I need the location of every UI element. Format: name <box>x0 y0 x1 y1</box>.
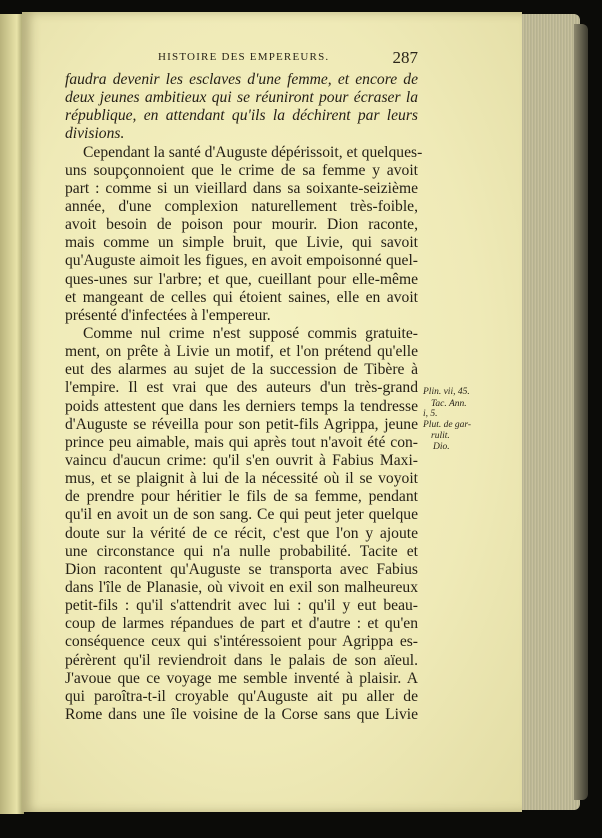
margin-note: Plin. vii, 45. <box>423 387 470 397</box>
margin-note: Dio. <box>433 442 450 452</box>
text-line: doute sur la vérité de ce récit, c'est que l'on y ajoute <box>65 524 418 542</box>
text-line: ques-unes sur l'arbre; et que, cueillant pour elle-même <box>65 270 418 288</box>
text-line: de prendre pour héritier le fils de sa femme, pendant <box>65 488 418 506</box>
text-line: coup de larmes répandues de part et d'autre : et qu'en <box>65 615 418 633</box>
text-line: et mangeant de celles qui étoient saines, elle en avoit <box>65 288 418 306</box>
text-line: Dion racontent qu'Auguste se transporta avec Fabius <box>65 560 418 578</box>
text-line: qu'il en avoit un de son sang. Ce qui peut jeter quelque <box>65 506 418 524</box>
running-title: HISTOIRE DES EMPEREURS. <box>158 51 330 63</box>
page-number: 287 <box>392 48 418 67</box>
text-line: l'empire. Il est vrai que des auteurs d'un très-grand <box>65 379 418 397</box>
text-line: part : comme si un vieillard dans sa soixante-seizième <box>65 179 418 197</box>
margin-note: Tac. Ann. <box>431 399 467 409</box>
text-line: vaincu d'aucun crime: qu'il s'en ouvrit à Fabius Maxi- <box>65 451 418 469</box>
text-line: J'avoue que ce voyage me semble inventé à plaisir. A <box>65 669 418 687</box>
text-line: conséquence ceux qui s'intéressoient pour Agrippa es- <box>65 633 418 651</box>
book-cover-edge <box>574 24 588 800</box>
margin-note: i, 5. <box>423 409 438 419</box>
text-line: petit-fils : qu'il s'attendrit avec lui : qu'il y eut beau- <box>65 597 418 615</box>
margin-note: Plut. de gar- <box>423 420 472 430</box>
text-line: mus, et se plaignit à lui de la nécessité où il se voyoit <box>65 470 418 488</box>
text-line: Rome dans une île voisine de la Corse sans que Livie <box>65 705 418 723</box>
text-line: pérèrent qu'il reviendroit dans le palais de son aïeul. <box>65 651 418 669</box>
text-line: ment, on prête à Livie un motif, et l'on prétend qu'elle <box>65 343 418 361</box>
text-line: Cependant la santé d'Auguste dépérissoit, et quelques- <box>83 143 423 161</box>
text-line: qui paroîtra-t-il croyable qu'Auguste ait pu aller de <box>65 687 418 705</box>
text-line: poids attestent que dans les derniers temps la tendresse <box>65 397 418 415</box>
text-line: mais comme un simple bruit, que Livie, qui savoit <box>65 234 418 252</box>
text-line: une circonstance qui n'a nulle probabilité. Tacite et <box>65 542 418 560</box>
text-line: prince peu aimable, mais qui après tout n'avoit été con- <box>65 433 418 451</box>
text-line: eut des alarmes au sujet de la succession de Tibère à <box>65 361 418 379</box>
text-line: deux jeunes ambitieux qui se réuniront pour écraser la <box>65 89 418 107</box>
text-line: dans l'île de Planasie, où vivoit en exil son malheureux <box>65 578 418 596</box>
text-line: présenté d'infectées à l'empereur. <box>65 306 271 324</box>
text-line: Comme nul crime n'est supposé commis gratuite- <box>83 324 418 342</box>
text-line: divisions. <box>65 125 125 143</box>
text-line: avoit besoin de poison pour mourir. Dion raconte, <box>65 216 418 234</box>
text-line: uns soupçonnoient que le crime de sa femme y avoit <box>65 161 418 179</box>
text-line: faudra devenir les esclaves d'une femme, et encore de <box>65 71 418 88</box>
text-line: d'Auguste se réveilla pour son petit-fils Agrippa, jeune <box>65 415 418 433</box>
text-line: république, en attendant qu'ils la déchirent par leurs <box>65 107 418 125</box>
page-stack-edge <box>518 14 580 810</box>
text-line: année, d'une complexion naturellement très-foible, <box>65 197 418 215</box>
margin-note: rulit. <box>431 431 450 441</box>
page-header <box>88 50 418 68</box>
text-line: qu'Auguste aimoit les figues, en avoit empoisonné quel- <box>65 252 418 270</box>
left-page-edge <box>0 14 24 814</box>
body-text <box>65 71 423 724</box>
